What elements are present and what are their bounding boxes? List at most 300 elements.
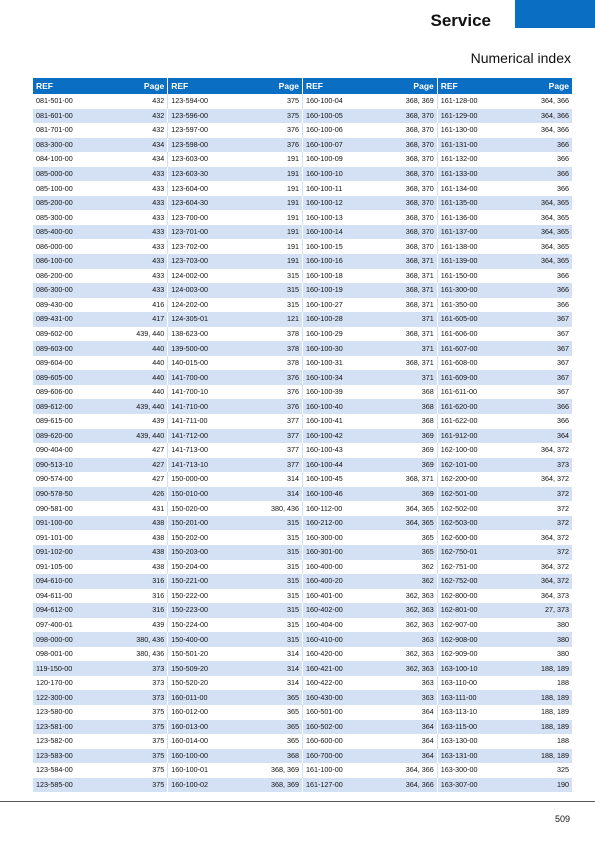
table-row (33, 603, 572, 618)
page-cell: 27, 373 (507, 603, 572, 618)
page-cell: 188, 189 (507, 661, 572, 676)
ref-cell: 160-420-00 (303, 647, 373, 662)
table-row (33, 167, 572, 182)
ref-cell: 119-150-00 (33, 661, 103, 676)
table-row (33, 472, 572, 487)
ref-cell: 150-010-00 (168, 487, 238, 502)
table-row (33, 414, 572, 429)
page-number: 509 (554, 814, 570, 824)
page-cell: 314 (238, 661, 303, 676)
page-cell: 378 (238, 356, 303, 371)
page-cell: 316 (103, 589, 168, 604)
ref-cell: 160-100-02 (168, 778, 238, 793)
ref-cell: 160-100-16 (303, 254, 373, 269)
ref-cell: 161-128-00 (437, 94, 507, 109)
page-cell: 368, 370 (373, 152, 438, 167)
page-cell: 433 (103, 225, 168, 240)
page-cell: 315 (238, 603, 303, 618)
table-row (33, 109, 572, 124)
table-row (33, 676, 572, 691)
page-cell: 372 (507, 516, 572, 531)
page-cell: 364, 365 (507, 196, 572, 211)
ref-cell: 162-752-00 (437, 574, 507, 589)
ref-cell: 138-623-00 (168, 327, 238, 342)
ref-cell: 140-015-00 (168, 356, 238, 371)
ref-cell: 161-609-00 (437, 370, 507, 385)
ref-cell: 141-712-00 (168, 429, 238, 444)
ref-cell: 160-502-00 (303, 720, 373, 735)
table-row (33, 705, 572, 720)
ref-cell: 161-132-00 (437, 152, 507, 167)
page-cell: 368, 369 (238, 763, 303, 778)
ref-cell: 150-203-00 (168, 545, 238, 560)
page-cell: 191 (238, 254, 303, 269)
table-row (33, 254, 572, 269)
page-cell: 364, 365 (373, 501, 438, 516)
page-cell: 367 (507, 341, 572, 356)
ref-cell: 161-611-00 (437, 385, 507, 400)
ref-cell: 123-581-00 (33, 720, 103, 735)
ref-cell: 160-100-18 (303, 269, 373, 284)
ref-cell: 150-520-20 (168, 676, 238, 691)
page-cell: 433 (103, 196, 168, 211)
table-row (33, 632, 572, 647)
ref-cell: 160-100-14 (303, 225, 373, 240)
ref-cell: 123-703-00 (168, 254, 238, 269)
ref-cell: 162-501-00 (437, 487, 507, 502)
page-cell: 364, 372 (507, 574, 572, 589)
ref-cell: 150-400-00 (168, 632, 238, 647)
ref-cell: 160-100-34 (303, 370, 373, 385)
ref-cell: 162-600-00 (437, 530, 507, 545)
page-cell: 376 (238, 123, 303, 138)
ref-column-header: REF (437, 78, 507, 94)
page-cell: 315 (238, 589, 303, 604)
page-cell: 377 (238, 443, 303, 458)
ref-cell: 160-100-09 (303, 152, 373, 167)
ref-cell: 160-012-00 (168, 705, 238, 720)
page-cell: 377 (238, 458, 303, 473)
table-row (33, 661, 572, 676)
page-cell: 372 (507, 501, 572, 516)
ref-cell: 160-100-06 (303, 123, 373, 138)
page-cell: 366 (507, 283, 572, 298)
page-cell: 434 (103, 152, 168, 167)
table-row (33, 778, 572, 793)
ref-cell: 161-620-00 (437, 399, 507, 414)
page-column-header: Page (373, 78, 438, 94)
page-cell: 362, 363 (373, 661, 438, 676)
page-cell: 368, 371 (373, 269, 438, 284)
page-cell: 368, 370 (373, 109, 438, 124)
ref-cell: 123-583-00 (33, 749, 103, 764)
page-cell: 372 (507, 545, 572, 560)
table-row (33, 458, 572, 473)
page-cell: 315 (238, 574, 303, 589)
ref-cell: 124-002-00 (168, 269, 238, 284)
page-cell: 366 (507, 269, 572, 284)
ref-cell: 160-100-19 (303, 283, 373, 298)
page-cell: 188, 189 (507, 690, 572, 705)
ref-cell: 163-130-00 (437, 734, 507, 749)
table-row (33, 574, 572, 589)
page-cell: 368, 370 (373, 167, 438, 182)
page-cell: 364, 372 (507, 530, 572, 545)
page-cell: 366 (507, 138, 572, 153)
ref-cell: 163-300-00 (437, 763, 507, 778)
ref-cell: 085-400-00 (33, 225, 103, 240)
ref-cell: 141-711-00 (168, 414, 238, 429)
page-cell: 373 (103, 661, 168, 676)
page-cell: 314 (238, 647, 303, 662)
page-cell: 366 (507, 167, 572, 182)
ref-cell: 161-622-00 (437, 414, 507, 429)
ref-cell: 123-604-30 (168, 196, 238, 211)
page-cell: 364, 366 (373, 763, 438, 778)
ref-cell: 160-100-30 (303, 341, 373, 356)
ref-cell: 123-702-00 (168, 239, 238, 254)
page-cell: 368, 370 (373, 196, 438, 211)
ref-column-header: REF (303, 78, 373, 94)
page-cell: 369 (373, 429, 438, 444)
page-cell: 191 (238, 239, 303, 254)
page-cell: 366 (507, 152, 572, 167)
ref-cell: 161-150-00 (437, 269, 507, 284)
page-cell: 366 (507, 399, 572, 414)
page-cell: 380 (507, 632, 572, 647)
ref-cell: 160-100-12 (303, 196, 373, 211)
page-cell: 368, 370 (373, 123, 438, 138)
page-cell: 368 (373, 385, 438, 400)
ref-cell: 160-112-00 (303, 501, 373, 516)
page-cell: 368, 371 (373, 472, 438, 487)
page-cell: 426 (103, 487, 168, 502)
ref-cell: 162-800-00 (437, 589, 507, 604)
page-cell: 368, 370 (373, 210, 438, 225)
page-cell: 316 (103, 574, 168, 589)
ref-cell: 162-907-00 (437, 618, 507, 633)
ref-cell: 161-137-00 (437, 225, 507, 240)
page-cell: 368, 370 (373, 225, 438, 240)
page-cell: 315 (238, 283, 303, 298)
ref-cell: 161-130-00 (437, 123, 507, 138)
table-row (33, 210, 572, 225)
page-cell: 432 (103, 123, 168, 138)
numerical-index-table (33, 78, 572, 792)
ref-cell: 089-606-00 (33, 385, 103, 400)
ref-cell: 150-204-00 (168, 560, 238, 575)
page-cell: 314 (238, 676, 303, 691)
ref-cell: 160-402-00 (303, 603, 373, 618)
ref-cell: 160-100-42 (303, 429, 373, 444)
table-row (33, 399, 572, 414)
page-cell: 362, 363 (373, 647, 438, 662)
ref-cell: 150-222-00 (168, 589, 238, 604)
page-cell: 368, 371 (373, 254, 438, 269)
ref-cell: 161-300-00 (437, 283, 507, 298)
table-row (33, 516, 572, 531)
page-cell: 439, 440 (103, 399, 168, 414)
table-row (33, 181, 572, 196)
ref-cell: 160-301-00 (303, 545, 373, 560)
ref-cell: 160-600-00 (303, 734, 373, 749)
page-cell: 367 (507, 356, 572, 371)
page-cell: 362, 363 (373, 618, 438, 633)
page-cell: 368, 369 (373, 94, 438, 109)
page-cell: 376 (238, 138, 303, 153)
ref-cell: 098-000-00 (33, 632, 103, 647)
ref-cell: 091-100-00 (33, 516, 103, 531)
page-cell: 363 (373, 676, 438, 691)
table-row (33, 749, 572, 764)
page-cell: 364, 366 (507, 123, 572, 138)
page-cell: 365 (238, 720, 303, 735)
ref-cell: 161-608-00 (437, 356, 507, 371)
page-cell: 314 (238, 472, 303, 487)
ref-cell: 089-602-00 (33, 327, 103, 342)
ref-cell: 161-912-00 (437, 429, 507, 444)
page-cell: 369 (373, 487, 438, 502)
ref-cell: 160-700-00 (303, 749, 373, 764)
table-row (33, 545, 572, 560)
ref-cell: 089-615-00 (33, 414, 103, 429)
ref-cell: 162-503-00 (437, 516, 507, 531)
page-cell: 427 (103, 472, 168, 487)
page-cell: 365 (238, 690, 303, 705)
ref-cell: 161-131-00 (437, 138, 507, 153)
ref-cell: 160-404-00 (303, 618, 373, 633)
page-cell: 191 (238, 152, 303, 167)
ref-cell: 161-135-00 (437, 196, 507, 211)
ref-cell: 160-100-13 (303, 210, 373, 225)
table-row (33, 269, 572, 284)
ref-cell: 094-611-00 (33, 589, 103, 604)
page-cell: 365 (373, 545, 438, 560)
ref-cell: 123-604-00 (168, 181, 238, 196)
page-cell: 188 (507, 676, 572, 691)
ref-cell: 150-501-20 (168, 647, 238, 662)
ref-cell: 094-612-00 (33, 603, 103, 618)
page-cell: 362 (373, 574, 438, 589)
page-cell: 368 (373, 414, 438, 429)
table-row (33, 501, 572, 516)
page-cell: 368, 371 (373, 327, 438, 342)
page-cell: 440 (103, 341, 168, 356)
ref-cell: 085-000-00 (33, 167, 103, 182)
page-cell: 121 (238, 312, 303, 327)
ref-cell: 150-509-20 (168, 661, 238, 676)
page-cell: 369 (373, 443, 438, 458)
ref-cell: 160-212-00 (303, 516, 373, 531)
page-cell: 188, 189 (507, 705, 572, 720)
page-cell: 325 (507, 763, 572, 778)
page-cell: 438 (103, 530, 168, 545)
ref-cell: 161-606-00 (437, 327, 507, 342)
ref-cell: 150-000-00 (168, 472, 238, 487)
ref-cell: 161-138-00 (437, 239, 507, 254)
page-cell: 375 (103, 778, 168, 793)
page-cell: 368 (373, 399, 438, 414)
ref-cell: 090-578-50 (33, 487, 103, 502)
page-cell: 439 (103, 414, 168, 429)
page-cell: 440 (103, 356, 168, 371)
page-cell: 363 (373, 690, 438, 705)
page-cell: 315 (238, 269, 303, 284)
ref-cell: 150-020-00 (168, 501, 238, 516)
page-cell: 364, 366 (373, 778, 438, 793)
page-cell: 433 (103, 210, 168, 225)
ref-cell: 163-307-00 (437, 778, 507, 793)
table-row (33, 443, 572, 458)
ref-cell: 160-100-45 (303, 472, 373, 487)
table-row (33, 298, 572, 313)
ref-cell: 139-500-00 (168, 341, 238, 356)
table-row (33, 356, 572, 371)
page-cell: 188, 189 (507, 749, 572, 764)
page-cell: 366 (507, 414, 572, 429)
page-cell: 375 (103, 763, 168, 778)
ref-cell: 163-111-00 (437, 690, 507, 705)
page-cell: 364 (507, 429, 572, 444)
table-row (33, 138, 572, 153)
page-cell: 432 (103, 109, 168, 124)
ref-cell: 123-594-00 (168, 94, 238, 109)
ref-cell: 160-401-00 (303, 589, 373, 604)
page-cell: 368, 370 (373, 138, 438, 153)
ref-cell: 123-584-00 (33, 763, 103, 778)
ref-cell: 091-105-00 (33, 560, 103, 575)
ref-cell: 160-100-10 (303, 167, 373, 182)
ref-cell: 161-605-00 (437, 312, 507, 327)
page-cell: 364, 373 (507, 589, 572, 604)
page-cell: 427 (103, 458, 168, 473)
ref-cell: 160-100-41 (303, 414, 373, 429)
table-row (33, 734, 572, 749)
table-row (33, 763, 572, 778)
page-cell: 375 (103, 705, 168, 720)
ref-cell: 094-610-00 (33, 574, 103, 589)
page-cell: 427 (103, 443, 168, 458)
page-column-header: Page (103, 78, 168, 94)
ref-cell: 160-422-00 (303, 676, 373, 691)
ref-cell: 084-100-00 (33, 152, 103, 167)
ref-cell: 160-100-01 (168, 763, 238, 778)
table-row (33, 123, 572, 138)
page-cell: 191 (238, 196, 303, 211)
ref-cell: 160-300-00 (303, 530, 373, 545)
page-cell: 438 (103, 516, 168, 531)
ref-cell: 162-200-00 (437, 472, 507, 487)
page-cell: 433 (103, 181, 168, 196)
table-row (33, 385, 572, 400)
ref-cell: 161-136-00 (437, 210, 507, 225)
page-cell: 365 (373, 530, 438, 545)
page-cell: 433 (103, 254, 168, 269)
ref-cell: 162-750-01 (437, 545, 507, 560)
ref-cell: 123-603-30 (168, 167, 238, 182)
page-cell: 438 (103, 560, 168, 575)
page-cell: 367 (507, 385, 572, 400)
footer-divider (0, 801, 595, 802)
page-cell: 433 (103, 239, 168, 254)
ref-cell: 162-751-00 (437, 560, 507, 575)
table-row (33, 530, 572, 545)
ref-cell: 123-603-00 (168, 152, 238, 167)
table-row (33, 618, 572, 633)
ref-cell: 160-100-40 (303, 399, 373, 414)
page-cell: 369 (373, 458, 438, 473)
brand-color-block (515, 0, 595, 28)
page-cell: 315 (238, 545, 303, 560)
ref-cell: 162-100-00 (437, 443, 507, 458)
ref-cell: 160-100-15 (303, 239, 373, 254)
page-cell: 364, 366 (507, 109, 572, 124)
table-row (33, 94, 572, 109)
ref-cell: 086-000-00 (33, 239, 103, 254)
ref-cell: 141-700-00 (168, 370, 238, 385)
ref-cell: 089-604-00 (33, 356, 103, 371)
page-cell: 380 (507, 618, 572, 633)
page-cell: 416 (103, 298, 168, 313)
page-cell: 378 (238, 327, 303, 342)
ref-cell: 090-574-00 (33, 472, 103, 487)
table-row (33, 560, 572, 575)
page-cell: 188, 189 (507, 720, 572, 735)
table-row (33, 196, 572, 211)
page-cell: 368, 370 (373, 181, 438, 196)
ref-cell: 124-202-00 (168, 298, 238, 313)
page-column-header: Page (507, 78, 572, 94)
page-cell: 364 (373, 749, 438, 764)
page-cell: 433 (103, 269, 168, 284)
ref-cell: 124-003-00 (168, 283, 238, 298)
section-title: Service (430, 11, 491, 30)
ref-cell: 162-909-00 (437, 647, 507, 662)
ref-cell: 086-200-00 (33, 269, 103, 284)
page-cell: 190 (507, 778, 572, 793)
ref-cell: 162-801-00 (437, 603, 507, 618)
page-cell: 364, 366 (507, 94, 572, 109)
page-cell: 373 (507, 458, 572, 473)
page-cell: 375 (238, 109, 303, 124)
ref-cell: 091-102-00 (33, 545, 103, 560)
ref-cell: 160-100-29 (303, 327, 373, 342)
ref-cell: 086-300-00 (33, 283, 103, 298)
page-cell: 439, 440 (103, 327, 168, 342)
index-title: Numerical index (470, 50, 571, 66)
page-cell: 377 (238, 429, 303, 444)
ref-cell: 162-101-00 (437, 458, 507, 473)
page-cell: 375 (103, 720, 168, 735)
table-row (33, 647, 572, 662)
ref-cell: 163-110-00 (437, 676, 507, 691)
page-cell: 433 (103, 167, 168, 182)
page-cell: 433 (103, 283, 168, 298)
ref-cell: 150-201-00 (168, 516, 238, 531)
table-row (33, 152, 572, 167)
page-cell: 380, 436 (103, 632, 168, 647)
page-cell: 365 (238, 705, 303, 720)
page-cell: 364, 365 (373, 516, 438, 531)
ref-cell: 085-300-00 (33, 210, 103, 225)
ref-cell: 161-134-00 (437, 181, 507, 196)
page-cell: 417 (103, 312, 168, 327)
page-cell: 375 (103, 749, 168, 764)
ref-cell: 161-139-00 (437, 254, 507, 269)
page-cell: 315 (238, 298, 303, 313)
ref-cell: 160-100-39 (303, 385, 373, 400)
ref-cell: 160-011-00 (168, 690, 238, 705)
